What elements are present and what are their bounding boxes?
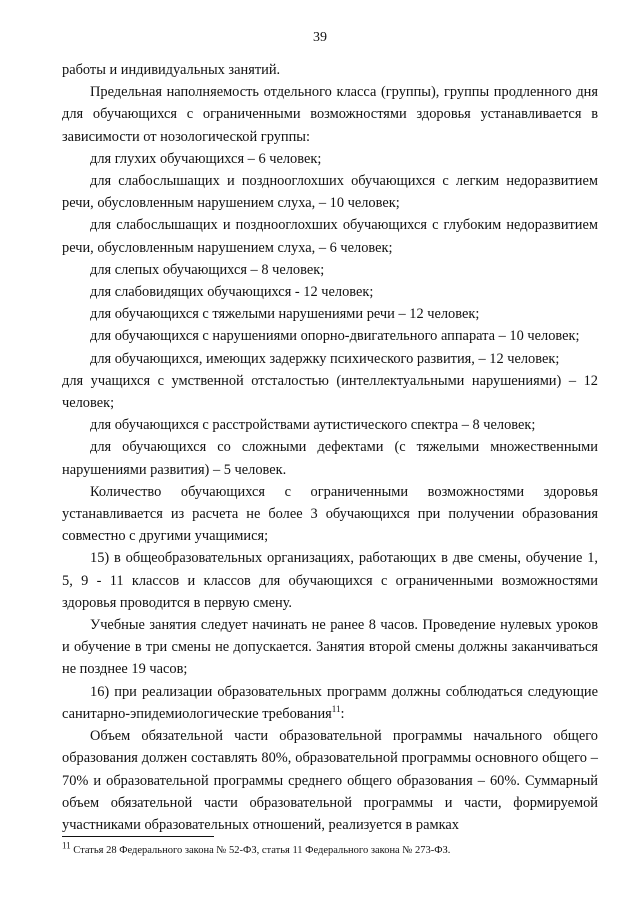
footnote-reference: 11	[331, 704, 341, 715]
paragraph-class-hours: Учебные занятия следует начинать не ранее 8 часов. Проведение нулевых уроков и обучение в три смены не допускается. Занятия второй смены должны заканчиваться не позднее 19 часов;	[62, 617, 598, 678]
paragraph-item-15: 15) в общеобразовательных организациях, работающих в две смены, обучение 1, 5, 9 - 11 классов и классов для обучающихся с ограниченными возможностями здоровья проводится в первую смену.	[62, 550, 598, 611]
list-item-speech-disorders: для обучающихся с тяжелыми нарушениями речи – 12 человек;	[90, 306, 480, 323]
list-item-hard-of-hearing-mild: для слабослышащих и позднооглохших обучающихся с легким недоразвитием речи, обусловленным нарушением слуха, – 10 человек;	[62, 173, 598, 212]
footnote-text: Статья 28 Федерального закона № 52-ФЗ, статья 11 Федерального закона № 273-ФЗ.	[70, 845, 451, 856]
page-number: 39	[313, 30, 327, 45]
list-item-musculoskeletal: для обучающихся с нарушениями опорно-двигательного аппарата – 10 человек;	[90, 328, 580, 345]
paragraph-continuation: работы и индивидуальных занятий.	[62, 62, 281, 78]
list-item-autism: для обучающихся с расстройствами аутистического спектра – 8 человек;	[90, 417, 536, 434]
list-item-complex-defects: для обучающихся со сложными дефектами (с тяжелыми множественными нарушениями развития) – 5 человек.	[62, 439, 598, 478]
footnote-marker: 11	[62, 840, 71, 851]
list-item-deaf: для глухих обучающихся – 6 человек;	[90, 150, 322, 167]
paragraph-item-16	[62, 681, 598, 725]
paragraph-class-size-intro: Предельная наполняемость отдельного класса (группы), группы продленного дня для обучающихся с ограниченными возможностями здоровья устанавливается в зависимости от нозологической группы:	[62, 84, 598, 145]
list-item-intellectual-disability: для учащихся с умственной отсталостью (интеллектуальными нарушениями) – 12 человек;	[62, 372, 598, 412]
paragraph-item-16-text: 16) при реализации образовательных программ должны соблюдаться следующие санитарно-эпидемиологические требования	[62, 683, 598, 722]
list-item-developmental-delay: для обучающихся, имеющих задержку психического развития, – 12 человек;	[90, 350, 560, 367]
footnote	[62, 840, 598, 857]
paragraph-inclusive-count: Количество обучающихся с ограниченными возможностями здоровья устанавливается из расчета не более 3 обучающихся при получении образования совместно с другими учащимися;	[62, 483, 598, 545]
list-item-visually-impaired: для слабовидящих обучающихся - 12 человек;	[90, 284, 374, 301]
footnote-divider	[62, 836, 214, 837]
paragraph-item-16-end: :	[340, 705, 345, 722]
list-item-hard-of-hearing-severe: для слабослышащих и позднооглохших обучающихся с глубоким недоразвитием речи, обусловленным нарушением слуха, – 6 человек;	[62, 217, 598, 256]
body-text	[62, 59, 598, 836]
paragraph-mandatory-part: Объем обязательной части образовательной программы начального общего образования должен составлять 80%, образовательной программы основного общего – 70% и образовательной программы среднего общего образования – 60%. Суммарный объем обязательной части образовательной программы и части, формируемой участниками образовательных отношений, реализуется в рамках	[62, 728, 598, 833]
list-item-blind: для слепых обучающихся – 8 человек;	[90, 261, 325, 278]
